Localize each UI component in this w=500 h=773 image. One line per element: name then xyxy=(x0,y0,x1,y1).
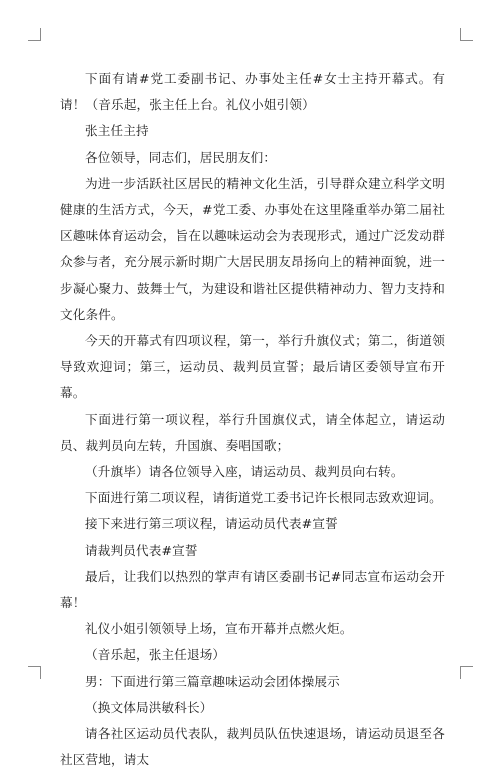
paragraph-item-two: 下面进行第二项议程，请街道党工委书记许长根同志致欢迎词。 xyxy=(85,490,442,506)
paragraph-referee-oath: 请裁判员代表#宣誓 xyxy=(85,542,198,558)
paragraph-purpose: 为进一步活跃社区居民的精神文化生活，引导群众建立科学文明健康的生活方式，今天，#党工委、办事处在这里隆重举办第二届社区趣味体育运动会，旨在以趣味运动会为表现形式，通过广泛发动群众参与者，充分展示新时期广大居民朋友昂扬向上的精神面貌，进一步凝心聚力、鼓舞士气，为建设和谐社区提供精神动力、智力支持和文化条件。 xyxy=(60,175,445,322)
paragraph-music: （音乐起，张主任退场） xyxy=(85,647,226,663)
crop-mark-top-right xyxy=(460,28,473,41)
document-body xyxy=(60,66,445,773)
crop-mark-bottom-left xyxy=(28,666,41,679)
paragraph-torch: 礼仪小姐引领领导上场，宣布开幕并点燃火炬。 xyxy=(85,621,353,637)
paragraph-exit: 请各社区运动员代表队，裁判员队伍快速退场，请运动员退至各社区营地，请太 xyxy=(60,726,445,768)
paragraph-host-change: （换文体局洪敏科长） xyxy=(85,699,213,715)
paragraph-flag-done: （升旗毕）请各位领导入座，请运动员、裁判员向右转。 xyxy=(85,464,404,480)
paragraph-item-three: 接下来进行第三项议程，请运动员代表#宣誓 xyxy=(85,516,338,532)
paragraph-item-one: 下面进行第一项议程，举行升国旗仪式，请全体起立，请运动员、裁判员向左转，升国旗、奏唱国歌； xyxy=(60,411,445,453)
paragraph-opening-declaration: 最后，让我们以热烈的掌声有请区委副书记#同志宣布运动会开幕！ xyxy=(60,568,445,611)
paragraph-gymnastics: 男：下面进行第三篇章趣味运动会团体操展示 xyxy=(85,673,340,689)
paragraph-host: 张主任主持 xyxy=(85,123,149,139)
crop-mark-top-left xyxy=(28,28,41,41)
paragraph-greeting: 各位领导，同志们，居民朋友们： xyxy=(85,149,277,165)
paragraph-agenda: 今天的开幕式有四项议程，第一，举行升旗仪式；第二，街道领导致欢迎词；第三，运动员、裁判员宣誓；最后请区委领导宣布开幕。 xyxy=(60,333,445,401)
crop-mark-bottom-right xyxy=(460,666,473,679)
paragraph-opening: 下面有请#党工委副书记、办事处主任#女士主持开幕式。有请！（音乐起，张主任上台。礼仪小姐引领） xyxy=(60,71,445,113)
